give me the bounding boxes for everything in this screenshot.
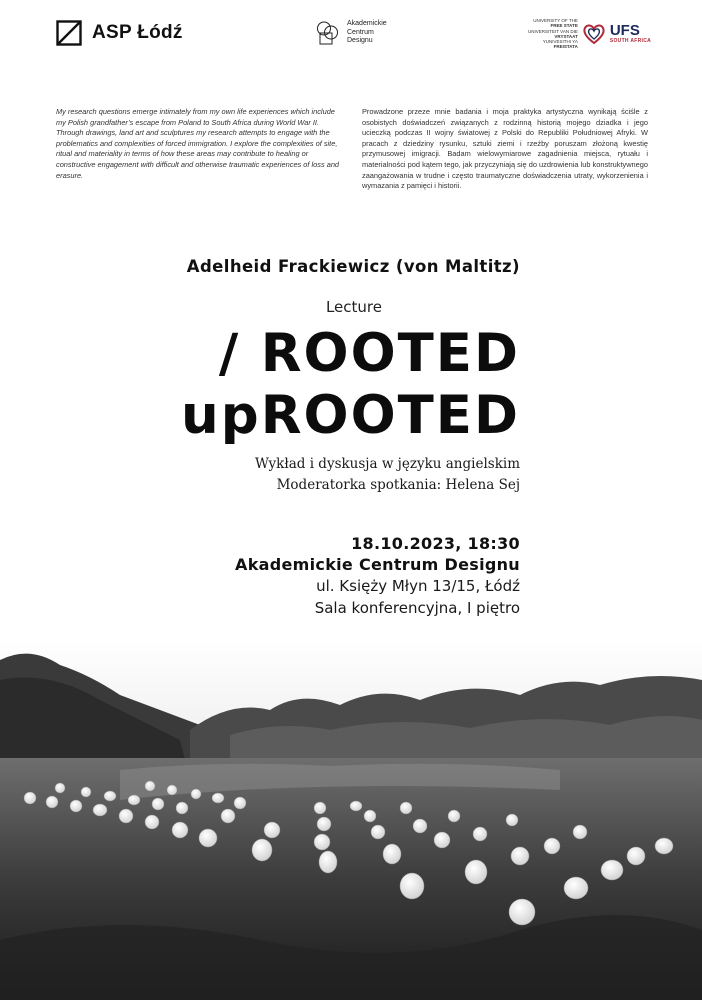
- intro-english: My research questions emerge intimately from my own life experiences which include my Polish grandfather’s escape from Poland to South Africa during World War II. Through drawings, land art and sculptures my research attempts to engage with the problematics and complexities of forced immigration. I explore the complexities of site, ritual and materiality in terms of how these areas may contribute to healing or constructive engagement with difficult and otherwise traumatic experiences of loss and erasure.: [56, 107, 340, 180]
- ufs-logo-line5: YUNIVESITHI YA: [542, 39, 578, 45]
- event-datetime: 18.10.2023, 18:30: [351, 534, 520, 553]
- asp-logo-mark-icon: [56, 20, 82, 46]
- title-line-2: upROOTED: [181, 385, 520, 446]
- ufs-logo-line6: FREISTATA: [553, 44, 578, 50]
- intro-polish: Prowadzone przeze mnie badania i moja praktyka artystyczna wynikają ściśle z osobistych doświadczeń związanych z rodzinną historią mojego dziadka i jego ucieczką podczas II wojny światowej z Polski do Republiki Południowej Afryki. W pracach z dziedziny rysunku, sztuki ziemi i rzeźby poruszam złożoną kwestię przymusowej imigracji. Badam wielowymiarowe zagadnienia miejsca, rytuału i materialności pod kątem tego, jak przyczyniają się do uzdrowienia lub konstruktywnego zaangażowania w trudne i często traumatyczne doświadczenia utraty, wykorzenienia i wymazania z pamięci i historii.: [362, 107, 648, 191]
- ufs-logo-line4: VRYSTAAT: [554, 33, 578, 39]
- event-kind: Lecture: [325, 298, 382, 316]
- acd-logo-mark-icon: [315, 20, 341, 46]
- moderator-note: Moderatorka spotkania: Helena Sej: [276, 477, 520, 493]
- field-sculptures-photo: [0, 640, 702, 1000]
- ufs-heart-shield-icon: [582, 22, 606, 46]
- language-note: Wykład i dyskusja w języku angielskim: [254, 456, 520, 472]
- acd-logo-line1: Akademickie: [347, 20, 387, 28]
- speaker-name: Adelheid Frackiewicz (von Maltitz): [186, 257, 520, 276]
- ufs-logo-line1: UNIVERSITY OF THE: [533, 18, 578, 23]
- title-line-1: / ROOTED: [218, 323, 520, 384]
- acd-logo: [315, 20, 387, 46]
- acd-logo-line3: Designu: [347, 37, 373, 45]
- event-address: ul. Księży Młyn 13/15, Łódź: [316, 577, 520, 595]
- event-room: Sala konferencyjna, I piętro: [314, 599, 520, 617]
- event-venue: Akademickie Centrum Designu: [235, 555, 520, 574]
- ufs-logo-line2: FREE STATE: [550, 23, 578, 29]
- asp-logo-text: ASP Łódź: [92, 22, 183, 43]
- asp-lodz-logo: [56, 20, 183, 46]
- ufs-logo-word: UFS: [609, 22, 640, 40]
- acd-logo-line2: Centrum: [347, 28, 374, 36]
- ufs-logo-subtitle: SOUTH AFRICA: [609, 38, 652, 45]
- ufs-logo: [528, 18, 651, 50]
- ufs-logo-line3: UNIVERSITEIT VAN DIE: [528, 28, 578, 34]
